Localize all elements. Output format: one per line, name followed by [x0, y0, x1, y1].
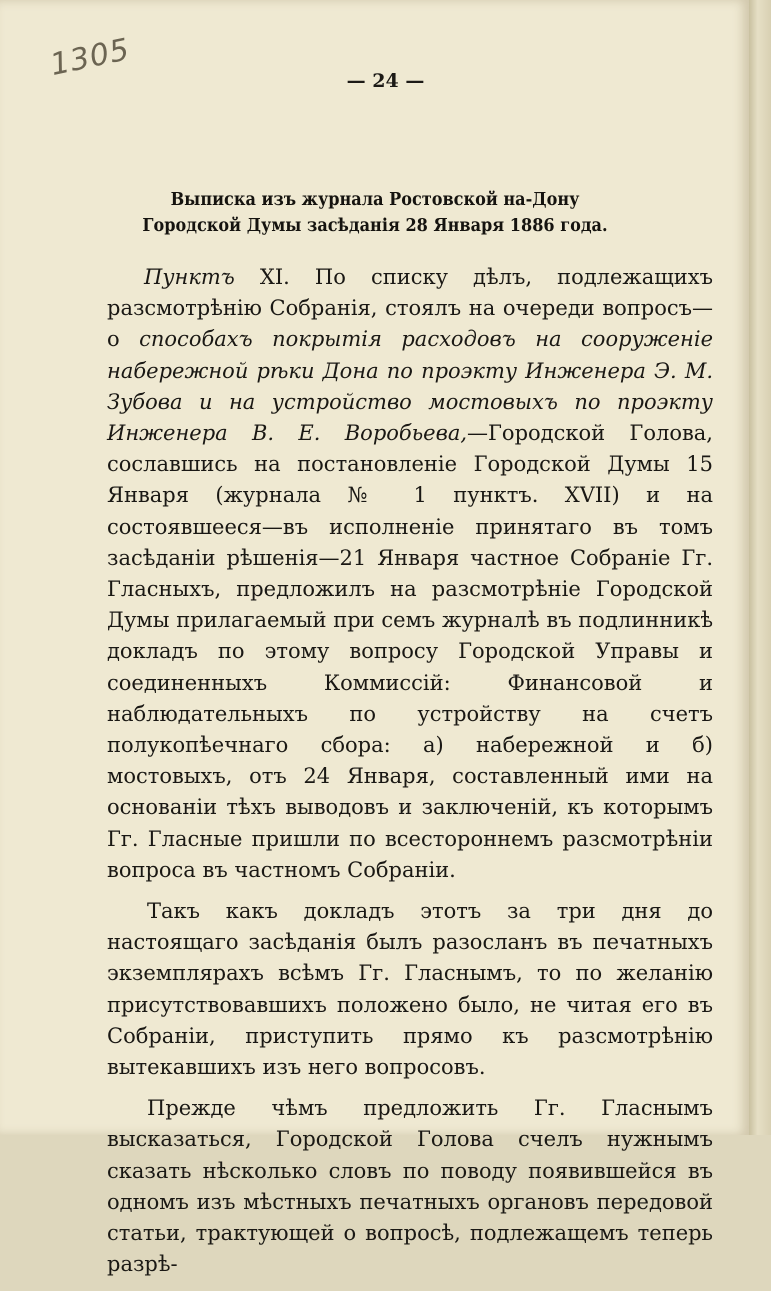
handwritten-archive-number: 1305	[47, 32, 134, 83]
page-number: — 24 —	[346, 70, 425, 92]
paragraph-1-italic: способахъ покрытія расходовъ на сооруженіе набережной рѣки Дона по проэкту Инженера Э. М. Зубова и на устройство мостовыхъ по проэкту Инженера В. Е. Воробьева,	[107, 327, 713, 446]
paragraph-2: Такъ какъ докладъ этотъ за три дня до настоящаго засѣданія былъ разосланъ въ печатныхъ экземплярахъ всѣмъ Гг. Гласнымъ, то по желанію присутствовавшихъ положено было, не читая его въ Собраніи, приступить прямо къ разсмотрѣнію вытекавшихъ изъ него вопросовъ.	[107, 899, 713, 1080]
paragraph-1-part-1: XI. По списку дѣлъ, подлежащихъ разсмотрѣнію Собранія, стоялъ на очереди вопросъ—о	[107, 265, 713, 352]
body-text	[107, 262, 713, 1291]
paragraph-lead: Пунктъ	[144, 265, 235, 289]
paragraph-1	[107, 262, 713, 886]
adjacent-page-edge	[749, 0, 771, 1135]
paragraph-1-part-2: —Городской Голова, сославшись на постановленіе Городской Думы 15 Января (журнала № 1 пунктъ. XVII) и на состоявшееся—въ исполненіе принятаго въ томъ засѣданіи рѣшенія—21 Января частное Собраніе Гг. Гласныхъ, предложилъ на разсмотрѣніе Городской Думы прилагаемый при семъ журналѣ въ подлинникѣ докладъ по этому вопросу Городской Управы и соединенныхъ Коммиссій: Финансовой и наблюдательныхъ по устройству на счетъ полукопѣечнаго сбора: а) набережной и б) мостовыхъ, отъ 24 Января, составленный ими на основаніи тѣхъ выводовъ и заключеній, къ которымъ Гг. Гласные пришли по всестороннемъ разсмотрѣніи вопроса въ частномъ Собраніи.	[107, 421, 713, 882]
document-heading: Выписка изъ журнала Ростовской на-Дону Городской Думы засѣданія 28 Января 1886 года.	[142, 190, 608, 236]
paragraph-3: Прежде чѣмъ предложить Гг. Гласнымъ высказаться, Городской Голова счелъ нужнымъ сказать нѣсколько словъ по поводу появившейся въ одномъ изъ мѣстныхъ печатныхъ органовъ передовой статьи, трактующей о вопросѣ, подлежащемъ теперь разрѣ-	[107, 1096, 713, 1277]
